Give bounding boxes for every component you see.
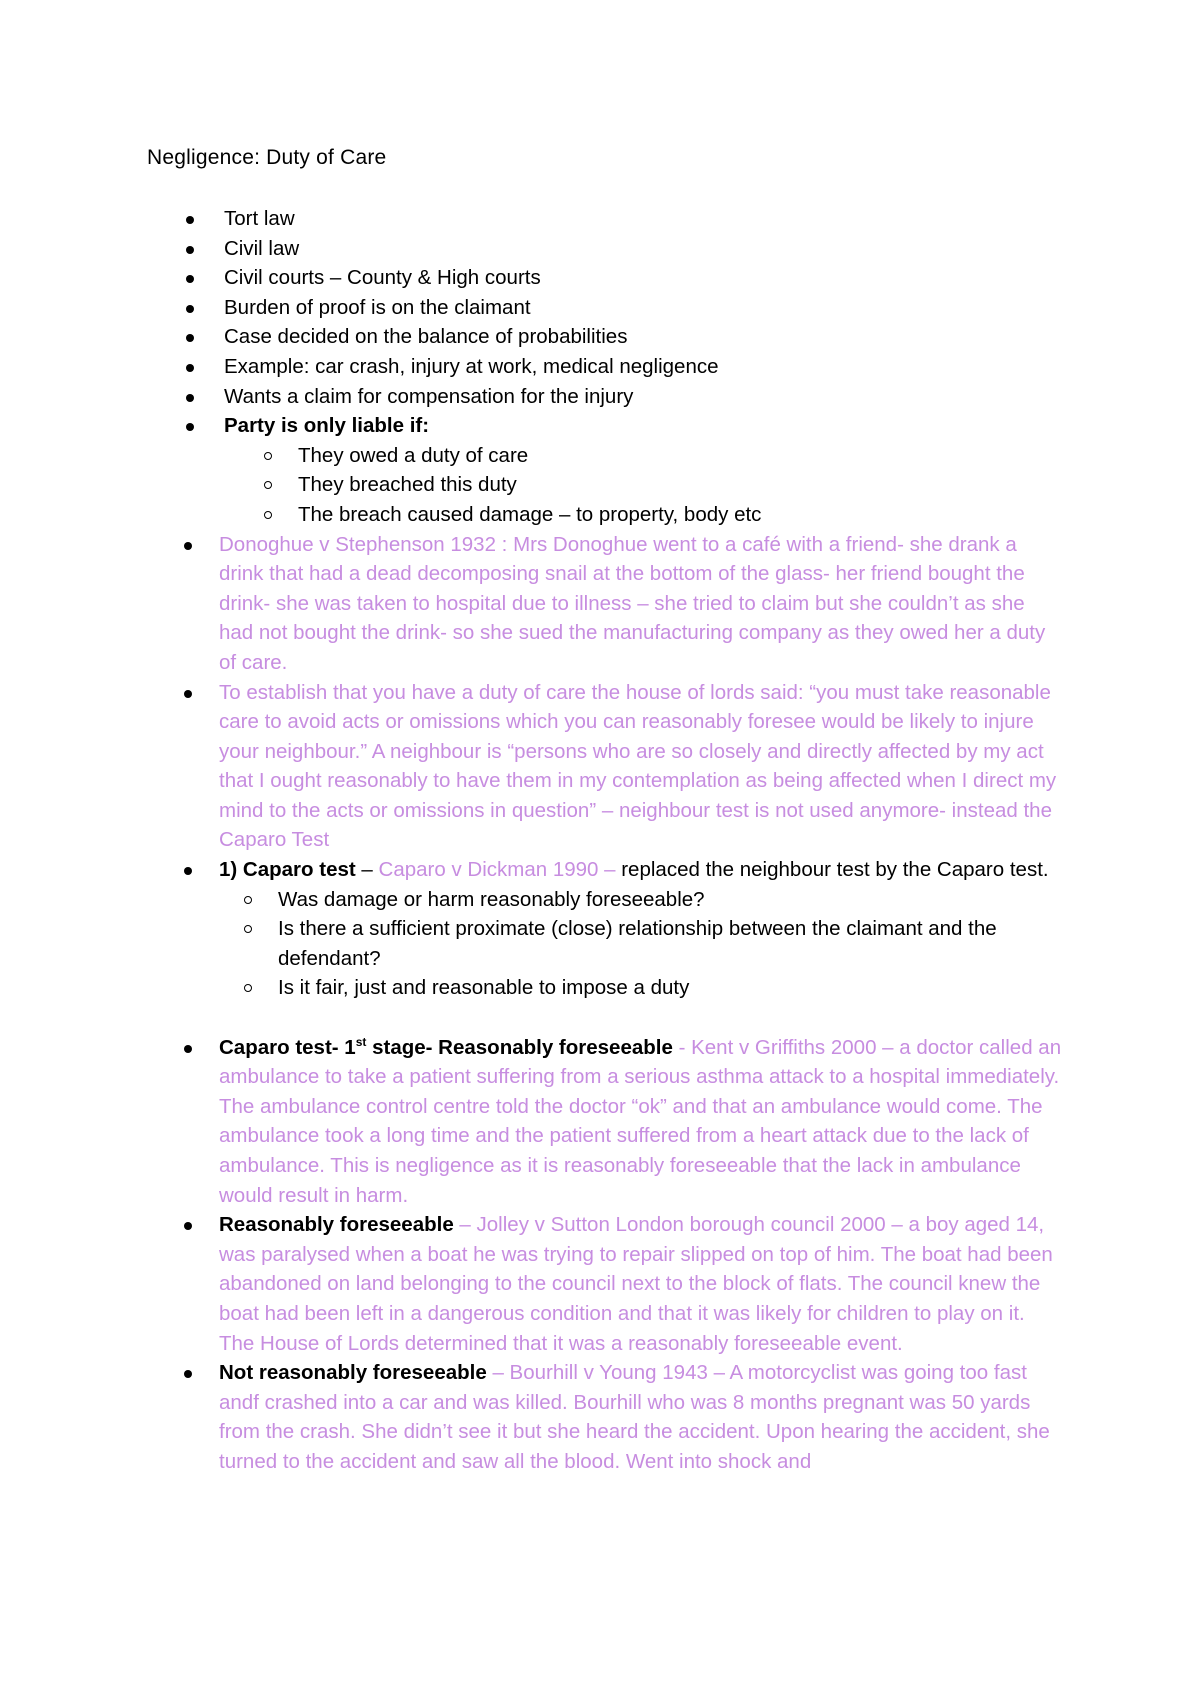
bullet-icon [186,423,194,431]
sub-list-item [0,885,1200,915]
caparo-case: Caparo v Dickman 1990 – [378,858,622,882]
bullet-icon [186,216,194,224]
stage1-label [219,1036,673,1059]
caparo-test-label: 1) Caparo test [219,858,356,882]
hollow-bullet-icon [244,984,252,992]
liability-label: Party is only liable if: [224,414,430,438]
bullet-icon [186,305,194,313]
caparo-test-item [0,855,1200,1003]
bullet-icon [186,364,194,372]
sub-list-item [0,914,1200,973]
bourhill-label: Not reasonably foreseeable [219,1361,487,1385]
liability-item [0,411,1200,529]
liability-conditions [0,441,1200,530]
sub-list-item-text: Was damage or harm reasonably foreseeable? [278,887,705,911]
bullet-icon [184,542,192,550]
list-item-text: Case decided on the balance of probabilities [224,325,628,349]
bullet-icon [184,1045,192,1053]
bullet-icon [186,334,194,342]
bullet-icon [184,867,192,875]
jolley-case-text: – Jolley v Sutton London borough council 2000 – a boy aged 14, was paralysed when a boat he was trying to repair slipped on top of him. The boat had been abandoned on land belonging to the council next to the block of flats. The council knew the boat had been left in a dangerous condition and that it was likely for children to play on it. The House of Lords determined that it was a reasonably foreseeable event. [219,1213,1053,1355]
list-item [0,204,1200,234]
sub-list-item-text: Is there a sufficient proximate (close) relationship between the claimant and the defendant? [278,917,997,970]
list-item-text: Example: car crash, injury at work, medical negligence [224,354,719,378]
sub-list-item-text: They owed a duty of care [298,443,529,467]
bourhill-text [219,1358,1064,1476]
sub-list-item [0,973,1200,1003]
hollow-bullet-icon [264,481,272,489]
sub-list-item-text: Is it fair, just and reasonable to impose a duty [278,976,690,1000]
kent-case-text: - Kent v Griffiths 2000 – a doctor called an ambulance to take a patient suffering from a serious asthma attack to a hospital immediately. The ambulance control centre told the doctor “ok” and that an ambulance would come. The ambulance took a long time and the patient suffered from a heart attack due to the lack of ambulance. This is negligence as it is reasonably foreseeable that the lack in ambulance would result in harm. [219,1035,1062,1207]
list-item-text: Civil courts – County & High courts [224,266,541,290]
stage1-label-b: stage- Reasonably foreseeable [366,1035,673,1059]
caparo-dash: – [355,858,379,882]
list-item [0,322,1200,352]
sub-list-item-text: They breached this duty [298,473,517,497]
bourhill-case-text: – Bourhill v Young 1943 – A motorcyclist was going too fast andf crashed into a car and was killed. Bourhill who was 8 months pregnant was 50 yards from the crash. She didn’t see it but she heard the accident. Upon hearing the accident, she turned to the accident and saw all the blood. Went into shock and [219,1361,1050,1473]
caparo-test-text [219,855,1064,885]
neighbour-test-text: To establish that you have a duty of care the house of lords said: “you must take reasonable care to avoid acts or omissions which you can reasonably foresee would be likely to injure your neighbour.” A neighbour is “persons who are so closely and directly affected by my act that I ought reasonably to have them in my contemplation as being affected when I direct my mind to the acts or omissions in question” – neighbour test is not used anymore- instead the Caparo Test [219,680,1057,852]
list-item [0,382,1200,412]
bullet-icon [186,246,194,254]
donoghue-item [0,530,1200,678]
bourhill-item [0,1358,1200,1476]
notes-list [0,204,1200,1477]
sub-list-item [0,500,1200,530]
hollow-bullet-icon [244,896,252,904]
bullet-icon [184,690,192,698]
caparo-stage1-item [0,1033,1200,1211]
list-item [0,263,1200,293]
list-item-text: Wants a claim for compensation for the injury [224,384,634,408]
hollow-bullet-icon [264,452,272,460]
jolley-text [219,1210,1064,1358]
list-item-text: Tort law [224,207,295,230]
hollow-bullet-icon [264,511,272,519]
caparo-rest: replaced the neighbour test by the Caparo test. [621,858,1049,882]
list-item [0,234,1200,264]
hollow-bullet-icon [244,925,252,933]
list-item-text: Burden of proof is on the claimant [224,295,531,319]
bullet-icon [184,1370,192,1378]
page-title: Negligence: Duty of Care [147,146,387,169]
list-item-text: Civil law [224,236,300,260]
stage1-label-a: Caparo test- 1 [219,1035,356,1059]
caparo-questions [0,885,1200,1003]
donoghue-case-text: Donoghue v Stephenson 1932 : Mrs Donoghue went to a café with a friend- she drank a drink that had a dead decomposing snail at the bottom of the glass- her friend bought the drink- she was taken to hospital due to illness – she tried to claim but she couldn’t as she had not bought the drink- so she sued the manufacturing company as they owed her a duty of care. [219,532,1046,674]
bullet-icon [186,275,194,283]
jolley-item [0,1210,1200,1358]
list-item [0,352,1200,382]
sub-list-item-text: The breach caused damage – to property, body etc [298,502,762,526]
stage1-superscript: st [355,1034,367,1049]
list-item [0,293,1200,323]
sub-list-item [0,470,1200,500]
bullet-icon [184,1222,192,1230]
sub-list-item [0,441,1200,471]
neighbour-test-item [0,678,1200,856]
caparo-stage1-text [219,1033,1064,1211]
bullet-icon [186,394,194,402]
jolley-label: Reasonably foreseeable [219,1213,454,1237]
